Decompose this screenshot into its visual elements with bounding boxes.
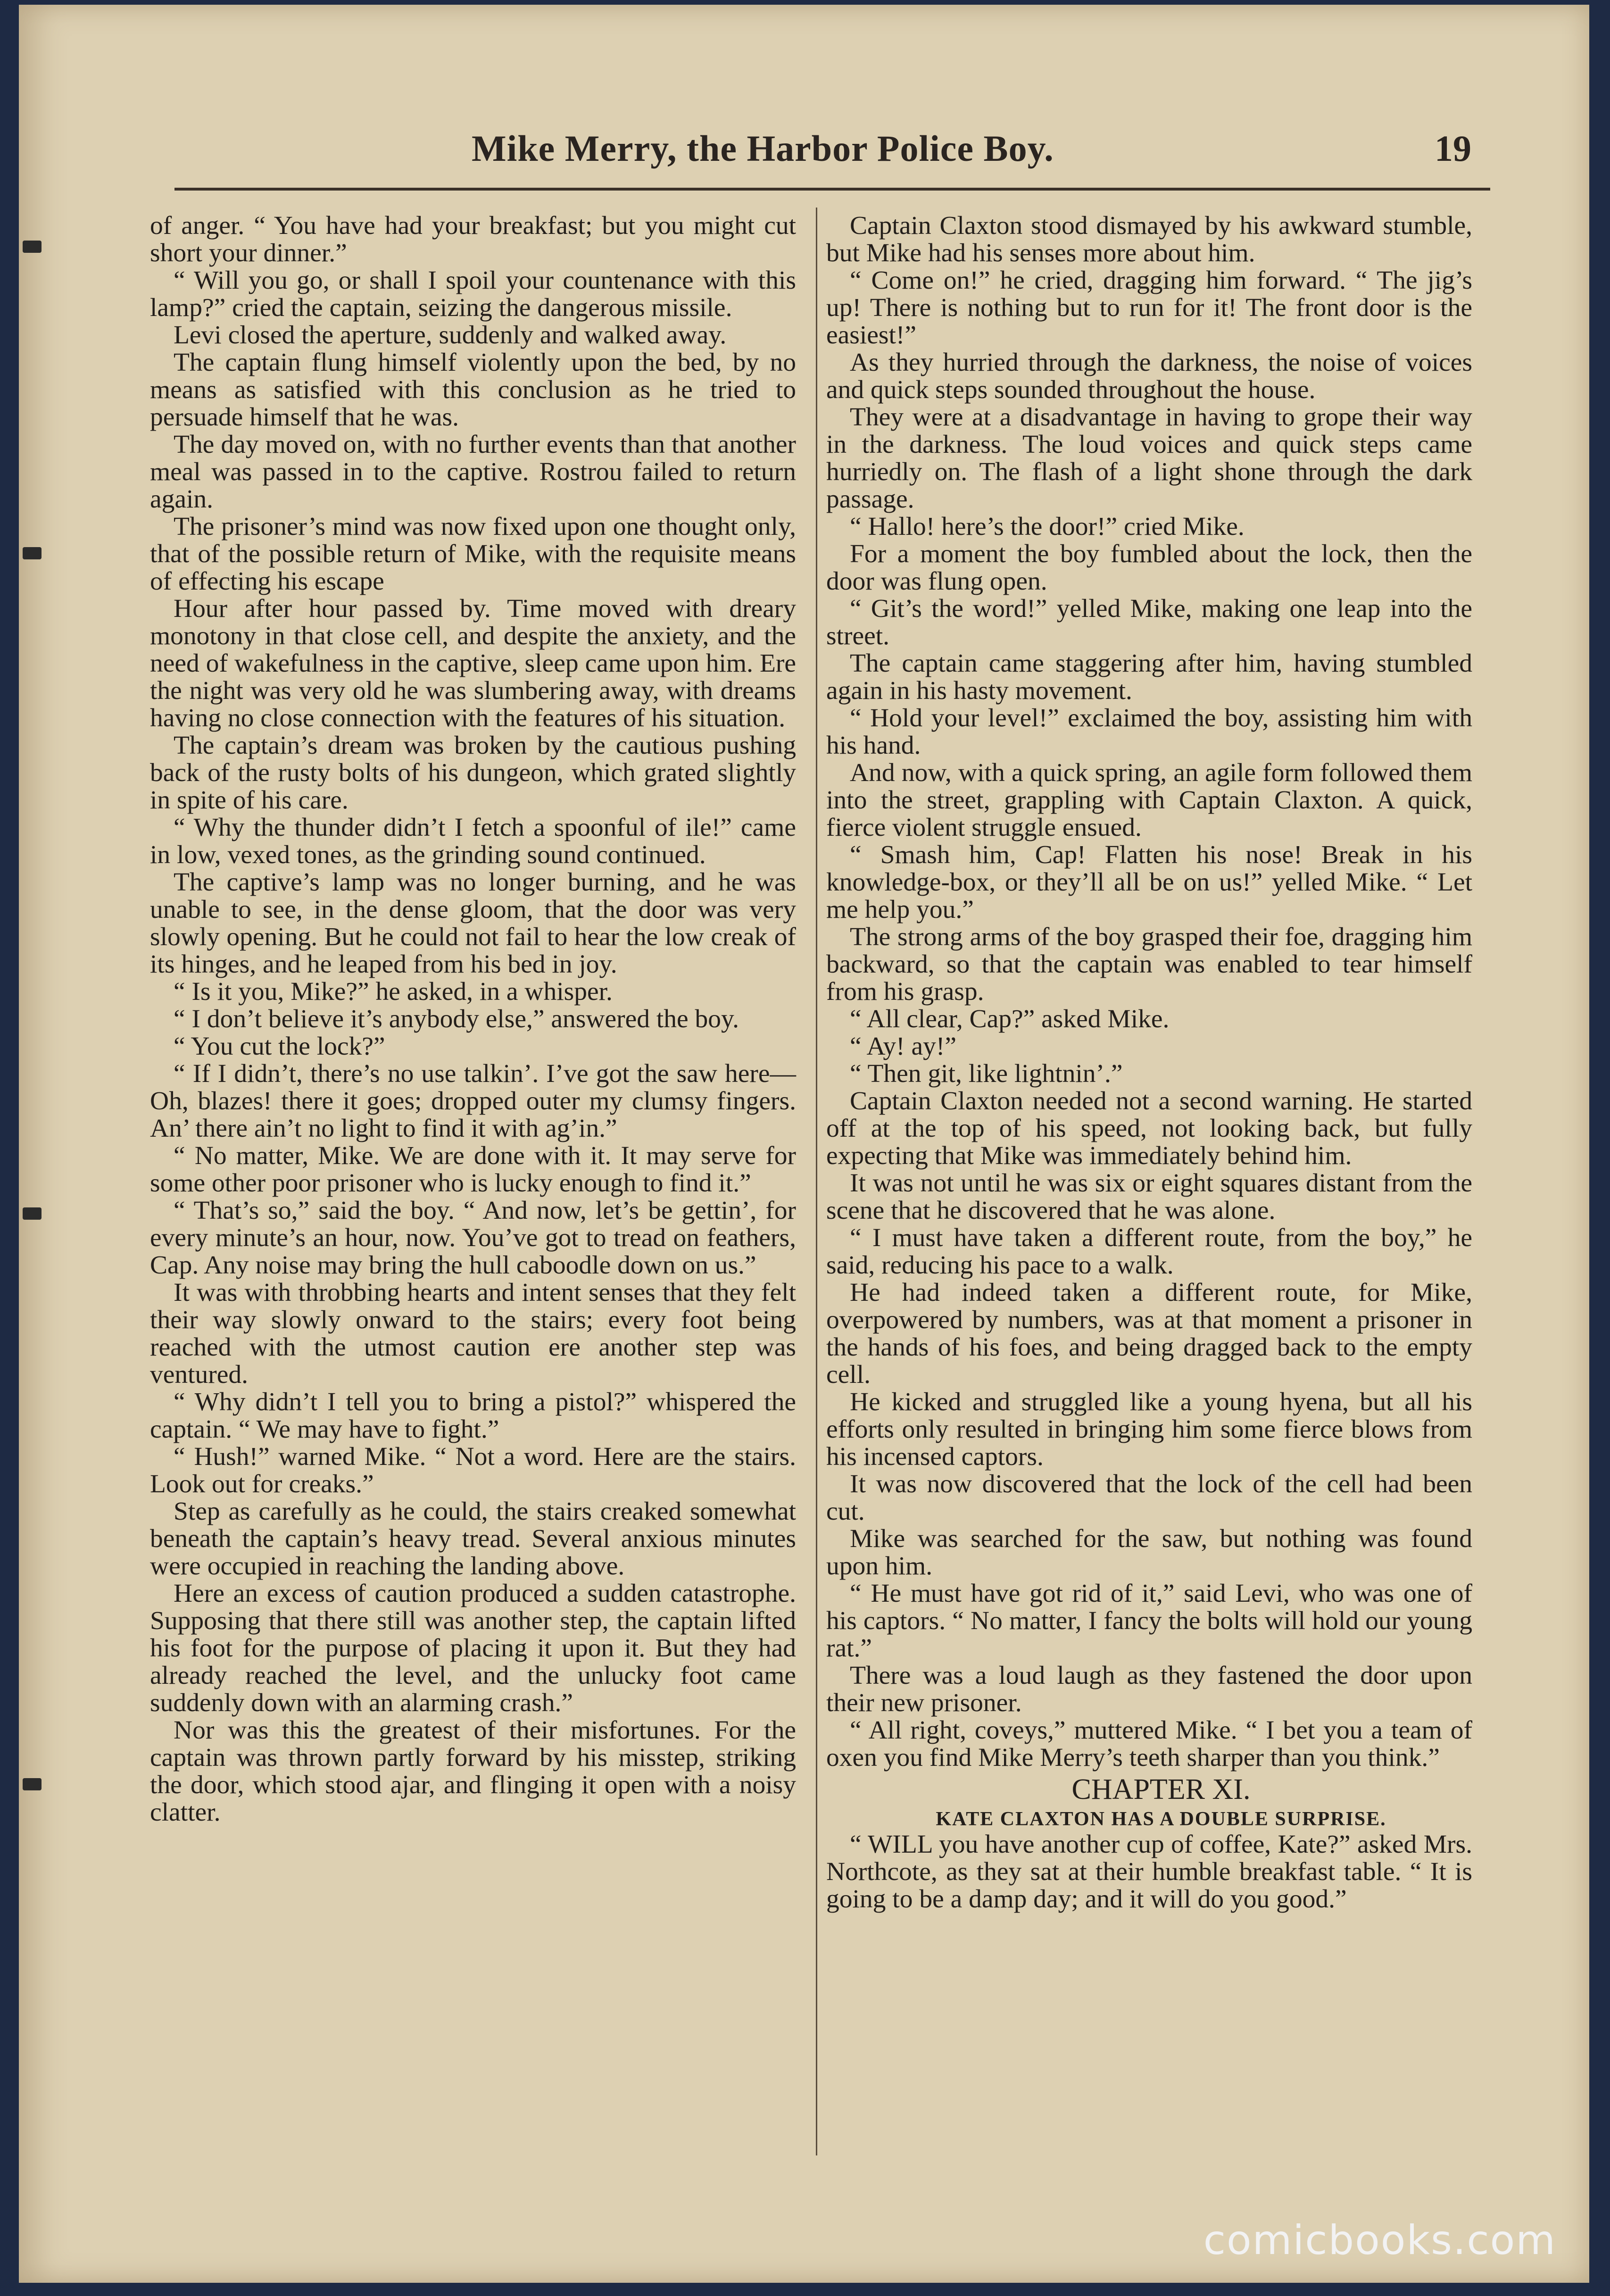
binding-stitch <box>23 241 41 253</box>
binding-stitch <box>23 547 41 559</box>
paragraph: “ All right, coveys,” muttered Mike. “ I bet you a team of oxen you find Mike Merry’s teeth sharper than you think.” <box>826 1716 1472 1772</box>
paragraph: The day moved on, with no further events than that another meal was passed in to the captive. Rostrou failed to return again. <box>150 430 796 514</box>
paragraph: Captain Claxton stood dismayed by his awkward stumble, but Mike had his senses more about him. <box>826 211 1472 267</box>
paragraph: He kicked and struggled like a young hyena, but all his efforts only resulted in bringing him some fierce blows from his incensed captors. <box>826 1388 1472 1471</box>
paragraph: The captain flung himself violently upon the bed, by no means as satisfied with this conclusion as he tried to persuade himself that he was. <box>150 348 796 432</box>
paragraph: Captain Claxton needed not a second warning. He started off at the top of his speed, not looking back, but fully expecting that Mike was immediately behind him. <box>826 1087 1472 1170</box>
paragraph: They were at a disadvantage in having to grope their way in the darkness. The loud voices and quick steps came hurriedly on. The flash of a light shone through the dark passage. <box>826 403 1472 514</box>
paragraph: “ Ay! ay!” <box>850 1032 957 1061</box>
page <box>19 5 1589 2283</box>
paragraph: As they hurried through the darkness, the noise of voices and quick steps sounded throughout the house. <box>826 348 1472 404</box>
paragraph: “ No matter, Mike. We are done with it. It may serve for some other poor prisoner who is lucky enough to find it.” <box>150 1141 796 1198</box>
chapter-opening-paragraph: “ WILL you have another cup of coffee, Kate?” asked Mrs. Northcote, as they sat at their humble breakfast table. “ It is going to be a damp day; and it will do you good.” <box>826 1830 1472 1913</box>
watermark: comicbooks.com <box>1203 2217 1556 2264</box>
paragraph: “ Smash him, Cap! Flatten his nose! Break in his knowledge-box, or they’ll all be on us!” yelled Mike. “ Let me help you.” <box>826 840 1472 924</box>
paragraph: “ Why the thunder didn’t I fetch a spoonful of ile!” came in low, vexed tones, as the grinding sound continued. <box>150 813 796 869</box>
paragraph: “ Git’s the word!” yelled Mike, making one leap into the street. <box>826 594 1472 650</box>
paragraph: “ All clear, Cap?” asked Mike. <box>850 1005 1170 1033</box>
chapter-heading: CHAPTER XI. <box>1071 1773 1251 1805</box>
running-header <box>160 123 1481 179</box>
paragraph: The prisoner’s mind was now fixed upon one thought only, that of the possible return of Mike, with the requisite means of effecting his escape <box>150 512 796 596</box>
paragraph: He had indeed taken a different route, for Mike, overpowered by numbers, was at that moment a prisoner in the hands of his foes, and being dragged back to the empty cell. <box>826 1278 1472 1389</box>
right-column-paragraphs <box>826 212 1472 1772</box>
paragraph: “ Come on!” he cried, dragging him forward. “ The jig’s up! There is nothing but to run for it! The front door is the easiest!” <box>826 266 1472 349</box>
paragraph: “ Hallo! here’s the door!” cried Mike. <box>850 512 1245 541</box>
paragraph: Hour after hour passed by. Time moved with dreary monotony in that close cell, and despite the anxiety, and the need of wakefulness in the captive, sleep came upon him. Ere the night was very old he was slumbering away, with dreams having no close connection with the features of his situation. <box>150 594 796 732</box>
paragraph: “ Hush!” warned Mike. “ Not a word. Here are the stairs. Look out for creaks.” <box>150 1442 796 1498</box>
page-number: 19 <box>1435 128 1471 169</box>
paragraph: of anger. “ You have had your breakfast; but you might cut short your dinner.” <box>150 211 796 267</box>
left-column <box>150 212 796 1826</box>
paragraph: The captive’s lamp was no longer burning, and he was unable to see, in the dense gloom, that the door was very slowly opening. But he could not fail to hear the low creak of its hinges, and he leaped from his bed in joy. <box>150 868 796 979</box>
paragraph: It was not until he was six or eight squares distant from the scene that he discovered that he was alone. <box>826 1169 1472 1225</box>
paragraph: There was a loud laugh as they fastened the door upon their new prisoner. <box>826 1661 1472 1717</box>
paragraph: “ I don’t believe it’s anybody else,” answered the boy. <box>174 1005 739 1033</box>
paragraph: The strong arms of the boy grasped their foe, dragging him backward, so that the captain was enabled to tear himself from his grasp. <box>826 923 1472 1006</box>
paragraph: Mike was searched for the saw, but nothing was found upon him. <box>826 1524 1472 1581</box>
binding-stitch <box>23 1778 41 1790</box>
paragraph: Levi closed the aperture, suddenly and walked away. <box>174 321 727 349</box>
paragraph: “ If I didn’t, there’s no use talkin’. I’ve got the saw here— Oh, blazes! there it goes; dropped outer my clumsy fingers. An’ there ain’t no light to find it with ag’in.” <box>150 1059 796 1143</box>
paragraph: Here an excess of caution produced a sudden catastrophe. Supposing that there still was another step, the captain lifted his foot for the purpose of placing it upon it. But they had already reached the level, and the unlucky foot came suddenly down with an alarming crash.” <box>150 1579 796 1717</box>
paragraph: The captain’s dream was broken by the cautious pushing back of the rusty bolts of his dungeon, which grated slightly in spite of his care. <box>150 731 796 815</box>
paragraph: Nor was this the greatest of their misfortunes. For the captain was thrown partly forward by his misstep, striking the door, which stood ajar, and flinging it open with a noisy clatter. <box>150 1716 796 1827</box>
paragraph: “ That’s so,” said the boy. “ And now, let’s be gettin’, for every minute’s an hour, now. You’ve got to tread on feathers, Cap. Any noise may bring the hull caboodle down on us.” <box>150 1196 796 1280</box>
paragraph: “ Will you go, or shall I spoil your countenance with this lamp?” cried the captain, seizing the dangerous missile. <box>150 266 796 322</box>
paragraph: “ Then git, like lightnin’.” <box>850 1059 1123 1088</box>
binding-stitch <box>23 1207 41 1220</box>
paragraph: “ I must have taken a different route, from the boy,” he said, reducing his pace to a walk. <box>826 1223 1472 1280</box>
paragraph: For a moment the boy fumbled about the lock, then the door was flung open. <box>826 540 1472 596</box>
paragraph: It was with throbbing hearts and intent senses that they felt their way slowly onward to the stairs; every foot being reached with the utmost caution ere another step was ventured. <box>150 1278 796 1389</box>
paragraph: “ You cut the lock?” <box>174 1032 385 1061</box>
paragraph: It was now discovered that the lock of the cell had been cut. <box>826 1470 1472 1526</box>
paragraph: Step as carefully as he could, the stairs creaked somewhat beneath the captain’s heavy tread. Several anxious minutes were occupied in reaching the landing above. <box>150 1497 796 1581</box>
paragraph: And now, with a quick spring, an agile form followed them into the street, grappling with Captain Claxton. A quick, fierce violent struggle ensued. <box>826 758 1472 842</box>
column-divider <box>816 208 817 2155</box>
paragraph: “ He must have got rid of it,” said Levi, who was one of his captors. “ No matter, I fancy the bolts will hold our young rat.” <box>826 1579 1472 1663</box>
paragraph: “ Why didn’t I tell you to bring a pistol?” whispered the captain. “ We may have to fight.” <box>150 1388 796 1444</box>
header-title: Mike Merry, the Harbor Police Boy. <box>472 128 1054 169</box>
chapter-subtitle: KATE CLAXTON HAS A DOUBLE SURPRISE. <box>936 1808 1386 1830</box>
header-rule <box>174 188 1490 191</box>
right-column <box>826 212 1472 1913</box>
paragraph: “ Hold your level!” exclaimed the boy, assisting him with his hand. <box>826 704 1472 760</box>
paragraph: “ Is it you, Mike?” he asked, in a whisper. <box>174 977 613 1006</box>
paragraph: The captain came staggering after him, having stumbled again in his hasty movement. <box>826 649 1472 705</box>
